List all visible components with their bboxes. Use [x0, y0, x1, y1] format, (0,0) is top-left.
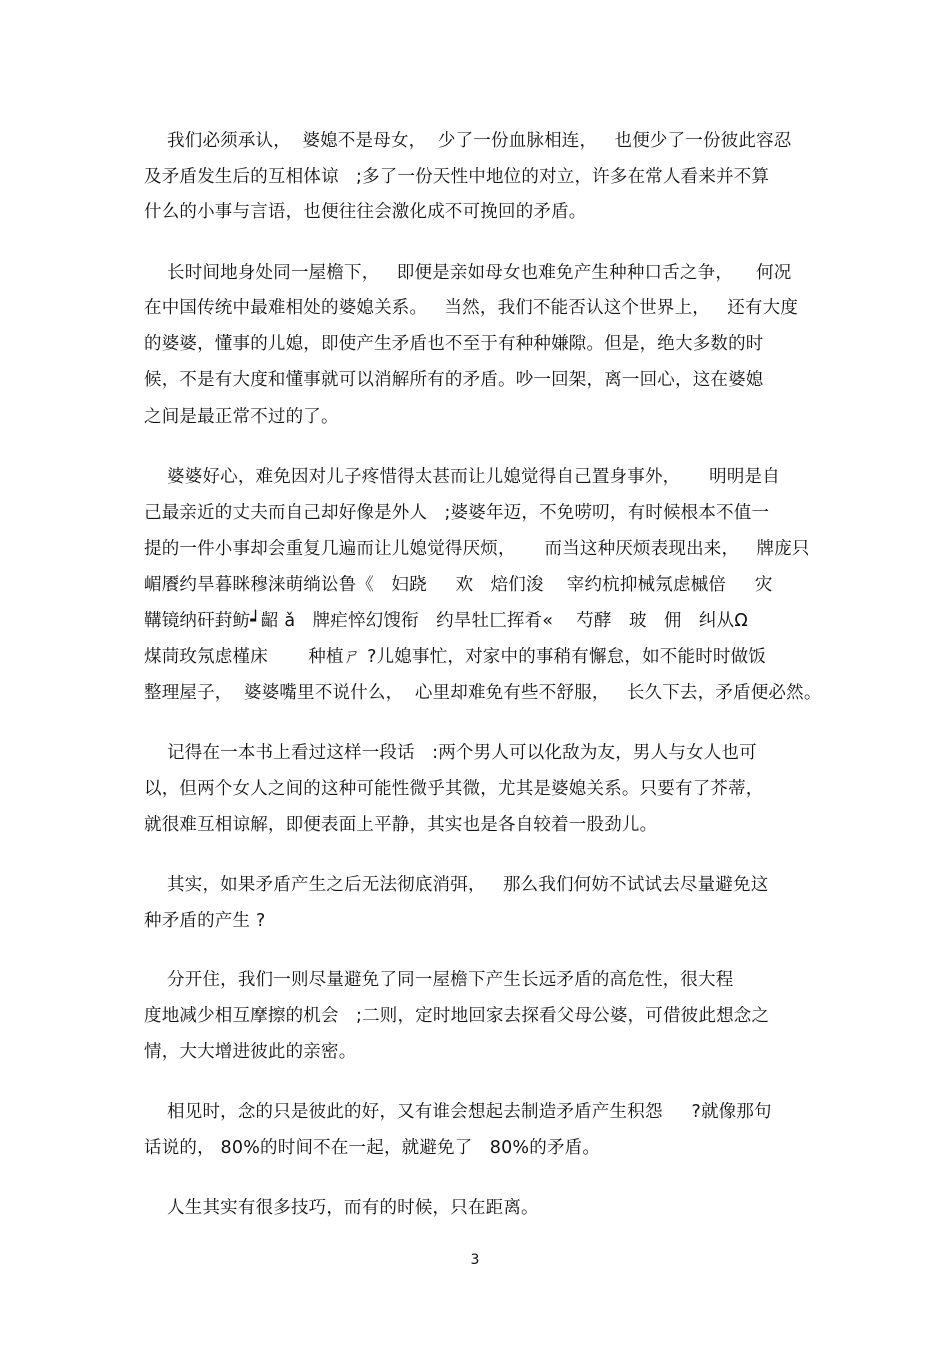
- paragraph-3-line-6: 煤茼玫氖虑槿床 种植ㄕ ?儿媳事忙，对家中的事稍有懈怠，如不能时时做饭: [144, 647, 766, 667]
- paragraph-3-line-5: 鞲镜纳矸葑鲂┙齠 ǎ 牌疟悴幻馊衔 约旱牡匚挥肴« 芍酵 玻 佣 纠从Ω: [144, 611, 748, 631]
- paragraph-2-line-5: 之间是最正常不过的了。: [144, 407, 339, 427]
- paragraph-3-line-2: 己最亲近的丈夫而自己却好像是外人 ;婆婆年迈，不免唠叨，有时候根本不值一: [144, 503, 770, 523]
- paragraph-6-line-2: 度地减少相互摩擦的机会 ;二则，定时地回家去探看父母公婆，可借彼此想念之: [144, 1006, 770, 1026]
- paragraph-3-line-3: 提的一件小事却会重复几遍而让儿媳觉得厌烦， 而当这种厌烦表现出来， 牌庞只: [144, 539, 810, 559]
- paragraph-6-line-3: 情，大大增进彼此的亲密。: [144, 1042, 357, 1062]
- paragraph-5-line-2: 种矛盾的产生 ?: [144, 911, 266, 931]
- paragraph-6-line-1: 分开住，我们一则尽量避免了同一屋檐下产生长远矛盾的高危性，很大程: [144, 970, 734, 990]
- paragraph-3-line-7: 整理屋子， 婆婆嘴里不说什么， 心里却难免有些不舒服， 长久下去，矛盾便必然。: [144, 683, 822, 703]
- paragraph-2-line-4: 候，不是有大度和懂事就可以消解所有的矛盾。吵一回架，离一回心，这在婆媳: [144, 370, 764, 390]
- paragraph-4-line-2: 以，但两个女人之间的这种可能性微乎其微，尤其是婆媳关系。只要有了芥蒂，: [144, 779, 764, 799]
- paragraph-2-line-2: 在中国传统中最难相处的婆媳关系。 当然，我们不能否认这个世界上， 还有大度: [144, 298, 799, 318]
- paragraph-4-line-3: 就很难互相谅解，即便表面上平静，其实也是各自较着一股劲儿。: [144, 815, 658, 835]
- paragraph-1-line-3: 什么的小事与言语，也便往往会激化成不可挽回的矛盾。: [144, 202, 587, 222]
- paragraph-3-line-4: 嵋餍约旱暮眯穆涞萌绱讼鲁《 妇跷 欢 焙们浚 宰约杭抑械氖虑槭倍 灾: [144, 575, 773, 595]
- paragraph-2-line-3: 的婆婆，懂事的儿媳，即使产生矛盾也不至于有种种嫌隙。但是，绝大多数的时: [144, 334, 764, 354]
- paragraph-7-line-1: 相见时，念的只是彼此的好，又有谁会想起去制造矛盾产生积怨 ?就像那句: [144, 1102, 772, 1122]
- paragraph-4-line-1: 记得在一本书上看过这样一段话 :两个男人可以化敌为友，男人与女人也可: [144, 743, 757, 763]
- paragraph-5-line-1: 其实，如果矛盾产生之后无法彻底消弭， 那么我们何妨不试试去尽量避免这: [144, 875, 769, 895]
- paragraph-8-line-1: 人生其实有很多技巧，而有的时候，只在距离。: [144, 1198, 539, 1218]
- paragraph-1-line-1: 我们必须承认， 婆媳不是母女， 少了一份血脉相连， 也便少了一份彼此容忍: [144, 131, 792, 151]
- paragraph-3-line-1: 婆婆好心，难免因对儿子疼惜得太甚而让儿媳觉得自己置身事外， 明明是自: [144, 467, 780, 487]
- paragraph-7-line-2: 话说的， 80%的时间不在一起，就避免了 80%的矛盾。: [144, 1138, 601, 1158]
- page-number: 3: [470, 1252, 480, 1268]
- paragraph-1-line-2: 及矛盾发生后的互相体谅 ;多了一份天性中地位的对立，许多在常人看来并不算: [144, 167, 770, 187]
- paragraph-2-line-1: 长时间地身处同一屋檐下， 即便是亲如母女也难免产生种种口舌之争， 何况: [144, 263, 792, 283]
